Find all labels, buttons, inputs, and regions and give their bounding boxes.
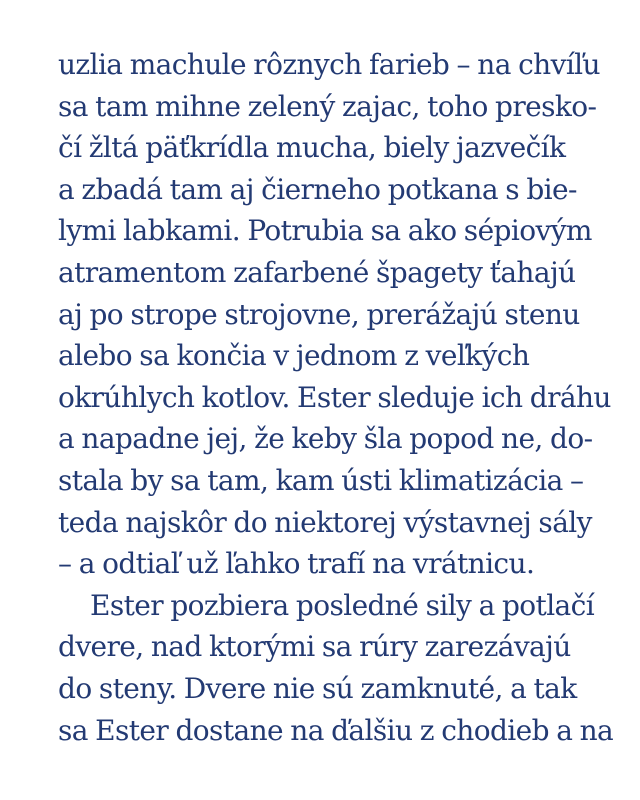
text-line: sa Ester dostane na ďalšiu z chodieb a na: [58, 713, 614, 747]
text-line: aj po strope strojovne, prerážajú stenu: [58, 297, 580, 331]
text-line: teda najskôr do niektorej výstavnej sály: [58, 505, 592, 539]
text-line: okrúhlych kotlov. Ester sleduje ich dráhu: [58, 380, 611, 414]
text-line: a napadne jej, že keby šla popod ne, do-: [58, 422, 593, 456]
text-line: lymi labkami. Potrubia sa ako sépiovým: [58, 214, 592, 248]
text-line: čí žltá päťkrídla mucha, biely jazvečík: [58, 131, 566, 165]
text-line: – a odtiaľ už ľahko trafí na vrátnicu.: [58, 547, 535, 581]
body-text: [58, 44, 618, 751]
text-line: stala by sa tam, kam ústi klimatizácia –: [58, 463, 584, 497]
text-line: alebo sa končia v jednom z veľkých: [58, 339, 530, 373]
text-line: a zbadá tam aj čierneho potkana s bie-: [58, 172, 577, 206]
text-line: sa tam mihne zelený zajac, toho presko-: [58, 89, 597, 123]
paragraph-start-line: Ester pozbiera posledné sily a potlačí: [90, 588, 595, 622]
text-line: uzlia machule rôznych farieb – na chvíľu: [58, 48, 600, 81]
text-line: do steny. Dvere nie sú zamknuté, a tak: [58, 671, 577, 705]
text-line: dvere, nad ktorými sa rúry zarezávajú: [58, 630, 571, 664]
text-line: atramentom zafarbené špagety ťahajú: [58, 255, 576, 289]
